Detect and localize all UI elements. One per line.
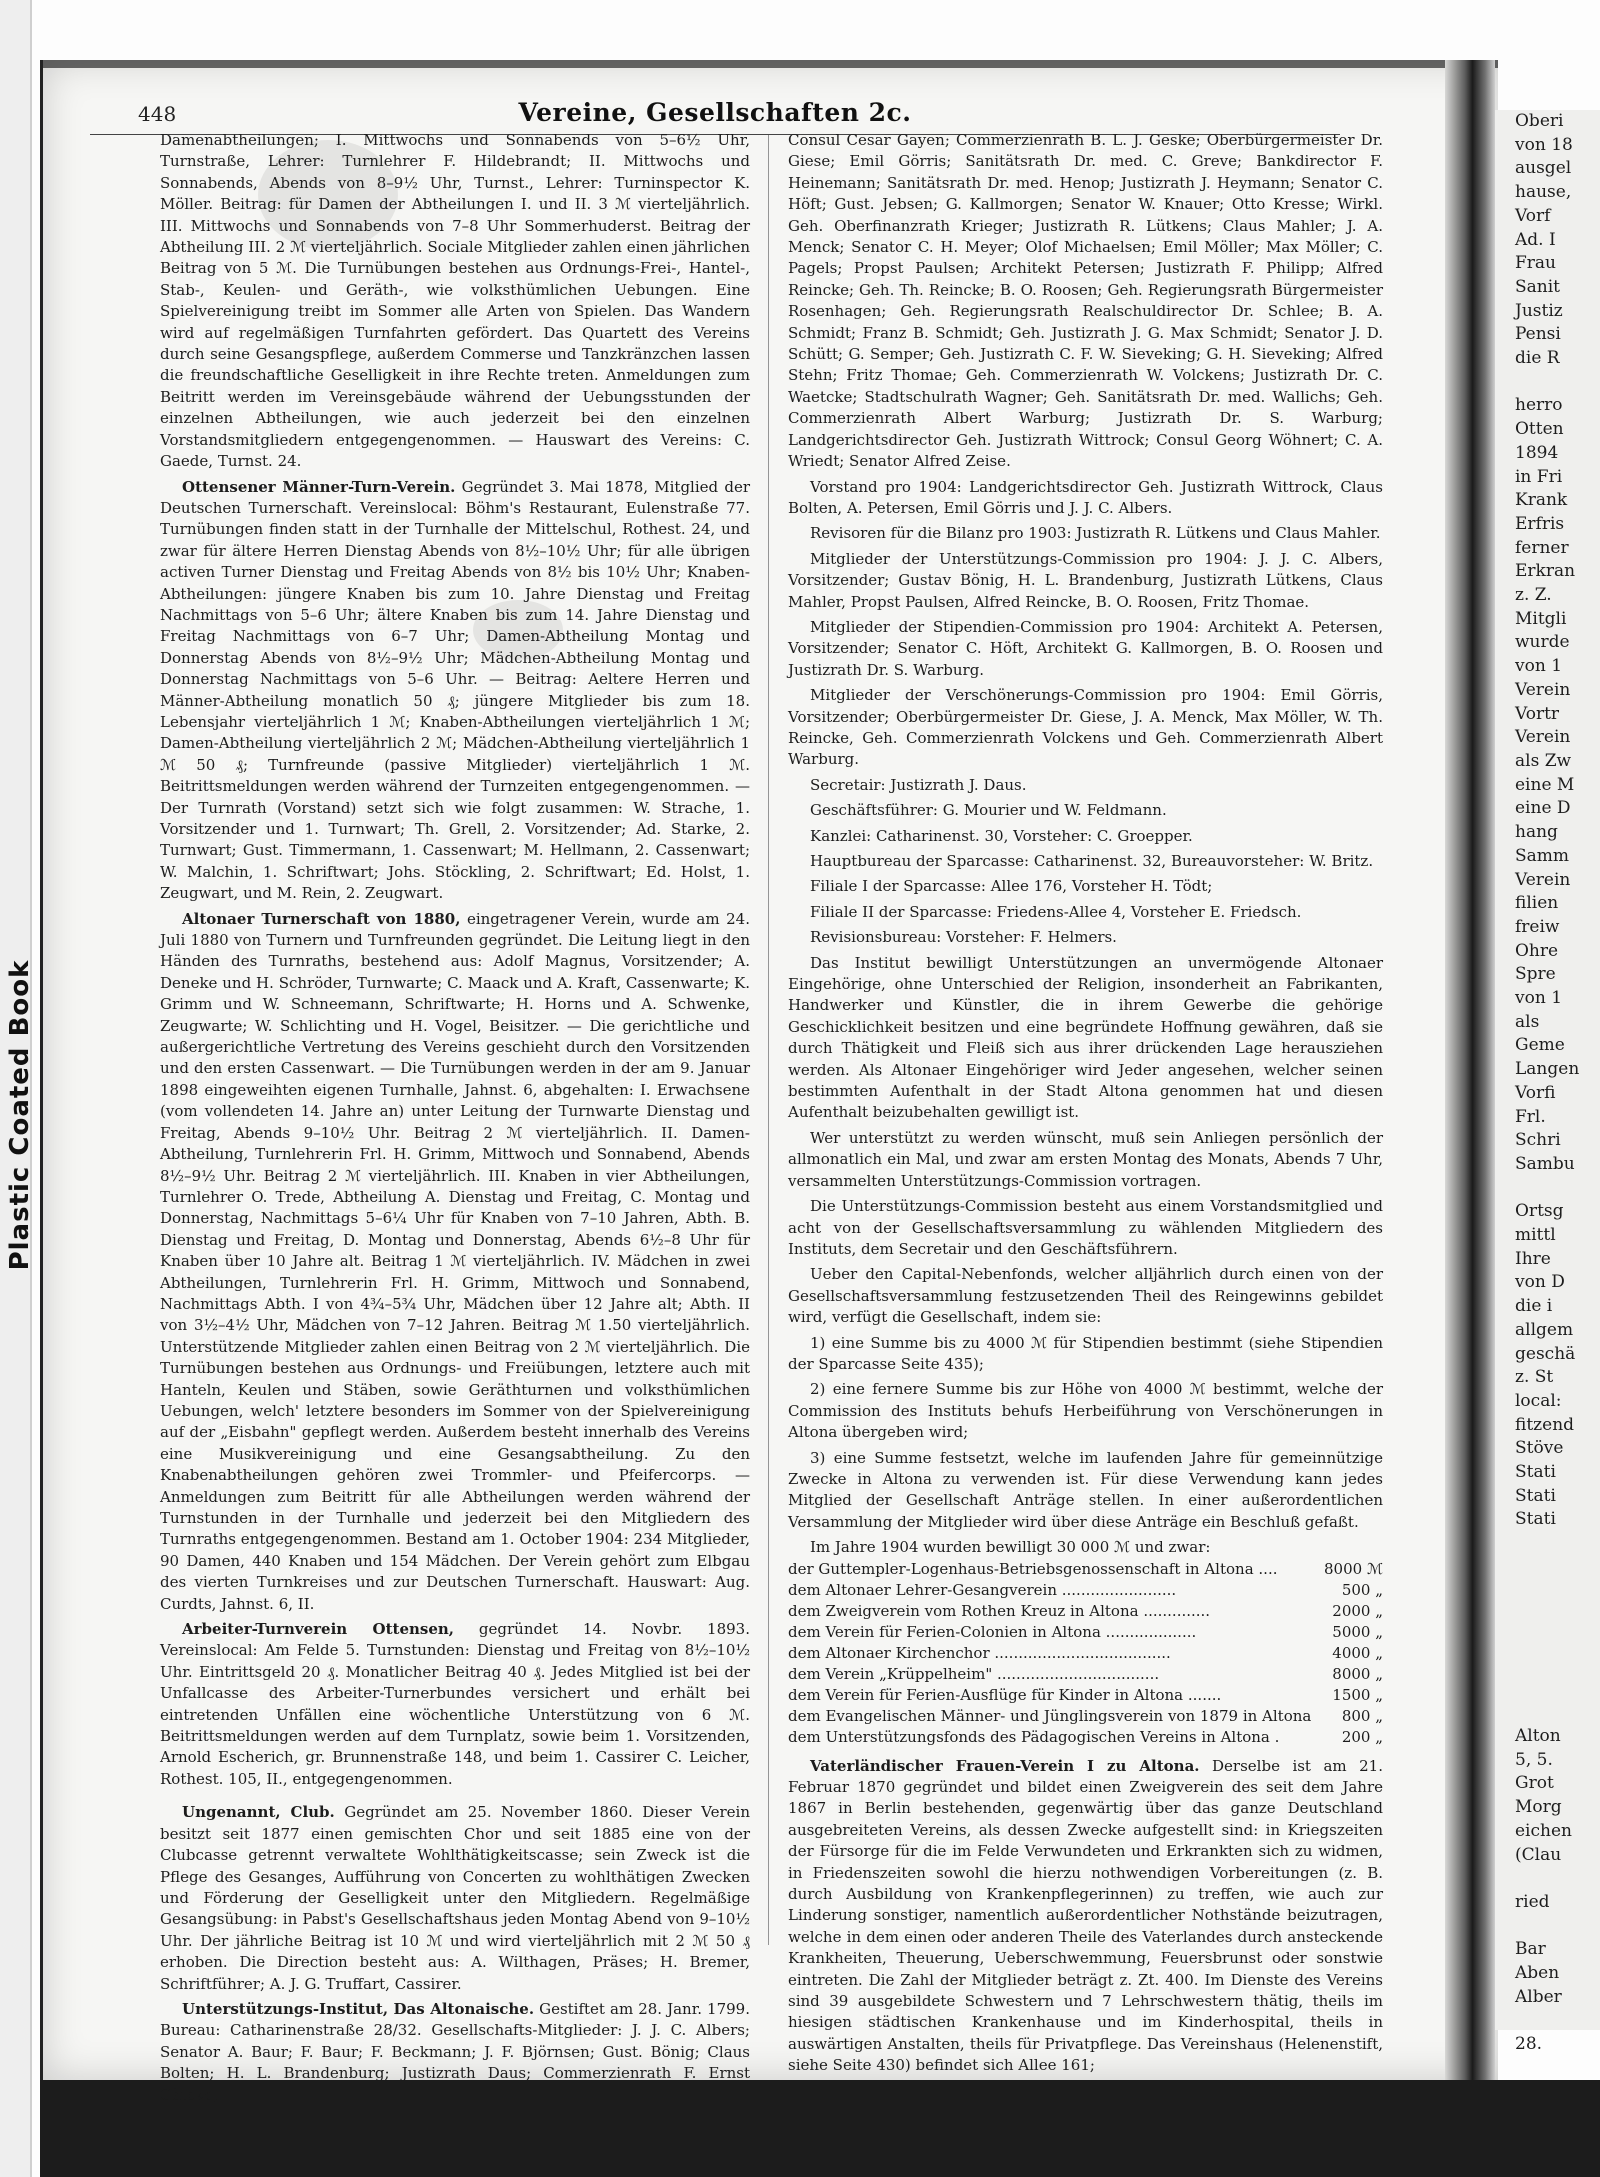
facing-page-fragment: 1894 [1515,442,1559,463]
facing-page-fragment: 28. [1515,2034,1543,2055]
facing-page-fragment: Vortr [1515,703,1560,724]
facing-page-fragment: freiw [1515,916,1560,937]
facing-page-fragment: Verein [1515,679,1571,700]
facing-page-fragment [1495,1867,1572,1891]
allocations-table [788,1559,1383,1748]
facing-page-fragment: local: [1515,1390,1562,1411]
allocation-row [788,1685,1383,1706]
institut-staff-list [788,775,1383,949]
facing-page-fragment: eine D [1515,798,1571,819]
staff-line: Filiale II der Sparcasse: Friedens-Allee 4, Vorsteher E. Friedsch. [810,902,1302,921]
fund-use-item: 3) eine Summe festsetzt, welche im laufenden Jahre für gemeinnützige Zwecke in Altona zu verwenden ist. Für diese Verwendung kann jedes Mitglied der Gesellschaft Anträge stellen. In einer außerordentlichen Versammlung der Mitglieder wird über diese Anträge ein Beschluß gefaßt. [788,1448,1383,1531]
staff-line: Revisionsbureau: Vorsteher: F. Helmers. [810,928,1117,947]
allocation-label: dem Unterstützungsfonds des Pädagogischen Vereins in Altona . [788,1727,1280,1746]
facing-page-fragment: Verein [1515,869,1571,890]
facing-page-fragment: Oberi [1515,111,1564,131]
facing-page-fragment: 5, 5. [1515,1749,1553,1770]
facing-page-fragment: wurde [1515,632,1570,653]
facing-page-fragment: Verein [1515,727,1571,748]
facing-page-fragment: allgem [1515,1319,1574,1340]
entry-text: gegründet 14. Novbr. 1893. Vereinslocal: Am Felde 5. Turnstunden: Dienstag und Freitag von 8½–10½ Uhr. Eintrittsgeld 20 ₰. Monatlicher Beitrag 40 ₰. Jedes Mitglied ist bei der Unfallcasse des Arbeiter-Turnerbundes versichert und erhält bei eintretenden Unfällen eine wöchentliche Unterstützung von 6 ℳ. Beitrittsmeldungen werden auf dem Turnplatz, sowie beim 1. Vorsitzenden, Arnold Escherich, gr. Brunnenstraße 148, und beim 1. Cassirer C. Leicher, Rothest. 105, II., entgegengenommen. [160,1620,750,1788]
institut-purpose: Das Institut bewilligt Unterstützungen an unvermögende Altonaer Eingehörige, ohne Unterschied der Religion, insonderheit an Fabrikanten, Handwerker und Künstler, die in ihrem Gewerbe die gehörige Geschicklichkeit besitzen und eine begründete Hoffnung gewähren, daß sie durch Thätigkeit und Fleiß sich aus ihrer drückenden Lage herausziehen werden. Als Altonaer Eingehöriger wird Jeder angesehen, welcher seinen bestimmten Aufenthalt in der Stadt Altona genommen hat und diesen Aufenthalt beizubehalten gewilligt ist. [788,953,1383,1122]
column-divider [768,135,769,1945]
entry-arbeiter-turnverein [160,1619,750,1790]
entry-text: Gegründet 3. Mai 1878, Mitglied der Deutschen Turnerschaft. Vereinslocal: Böhm's Restaurant, Eulenstraße 77. Turnübungen finden statt in der Turnhalle der Mittelschul, Rothest. 24, und zwar für ältere Herren Dienstag Abends von 8½–10½ Uhr; für alle übrigen activen Turner Dienstag und Freitag Abends von 8½ bis 10½ Uhr; Knaben-Abtheilungen: jüngere Knaben bis zum 10. Jahre Dienstag und Freitag Nachmittags von 5–6 Uhr; ältere Knaben bis zum 14. Jahre Dienstag und Freitag Nachmittags von 6–7 Uhr; Damen-Abtheilung Montag und Donnerstag Abends von 8½–9½ Uhr; Mädchen-Abtheilung Montag und Donnerstag Nachmittags von 5–6 Uhr. — Beitrag: Aeltere Herren und Männer-Abtheilung monatlich 50 ₰; jüngere Mitglieder bis zum 18. Lebensjahr vierteljährlich 1 ℳ; Knaben-Abtheilungen vierteljährlich 1 ℳ; Damen-Abtheilung vierteljährlich 2 ℳ; Mädchen-Abtheilung vierteljährlich 1 ℳ 50 ₰; Turnfreunde (passive Mitglieder) vierteljährlich 1 ℳ. Beitrittsmeldungen werden während der Turnzeiten entgegengenommen. — Der Turnrath (Vorstand) setzt sich wie folgt zusammen: W. Strache, 1. Vorsitzender und 1. Turnwart; Th. Grell, 2. Vorsitzender; Ad. Starke, 2. Turnwart; Gust. Timmermann, 1. Cassenwart; M. Hellmann, 2. Cassenwart; W. Malchin, 1. Schriftwart; Johs. Stöckling, 2. Schriftwart; Ed. Holst, 1. Zeugwart, und M. Rein, 2. Zeugwart. [160,477,750,903]
facing-page-fragment: (Clau [1515,1844,1562,1865]
facing-page-fragment: ausgel [1515,158,1572,179]
allocation-amount: 200 „ [1341,1727,1383,1746]
facing-page-fragment: die i [1515,1296,1553,1317]
facing-page-fragment: eichen [1515,1820,1572,1841]
running-head: Vereine, Gesellschaften 2c. [518,98,912,127]
facing-page-fragment: Stöve [1515,1438,1564,1459]
allocation-amount: 4000 „ [1332,1643,1383,1662]
allocation-label: dem Altonaer Lehrer-Gesangverein ........................ [788,1580,1177,1599]
facing-page-fragments [1495,110,1579,1532]
facing-page-fragment: Vorf [1515,205,1551,226]
page-top-edge [43,60,1498,68]
scanner-edge-strip [0,0,35,2177]
allocation-amount: 2000 „ [1332,1601,1383,1620]
facing-page-fragment [1495,1915,1572,1939]
facing-page-fragment: filien [1515,893,1559,914]
allocation-amount: 8000 ℳ [1324,1559,1383,1578]
facing-page-fragment: geschä [1515,1343,1576,1364]
entry-text: Gestiftet am 28. Janr. 1799. Bureau: Catharinenstraße 28/32. Gesellschafts-Mitglieder: J. J. C. Albers; Senator A. Baur; F. Baur; F. Beckmann; J. F. Björnsen; Gust. Bönig; Claus Bolten; H. L. Brandenburg; Justizrath Daus; Commerzienrath F. Ernst Gätcke; [160,1999,750,2104]
book-gutter [1445,60,1495,2090]
entry-damenabtheilungen [160,130,750,473]
unterstuetzungs-commission: Mitglieder der Unterstützungs-Commission pro 1904: J. J. C. Albers, Vorsitzender; Gustav Bönig, H. L. Brandenburg, Justizrath Lütkens, Claus Mahler, Propst Paulsen, Alfred Reincke, B. O. Roosen, Fritz Thomae. [788,549,1383,611]
facing-page-fragment: herro [1515,395,1563,416]
facing-page-fragment: Bar [1515,1939,1546,1960]
entry-vaterlaendischer-frauen-verein [788,1756,1383,2077]
facing-page-fragment: Stati [1515,1485,1556,1506]
facing-page-fragment: hause, [1515,182,1572,203]
facing-page-fragment: Samm [1515,845,1570,866]
entry-text: Gegründet am 25. November 1860. Dieser Verein besitzt seit 1877 einen gemischten Chor und seit 1885 eine von der Clubcasse getrennt verwaltete Wohlthätigkeitscasse; sein Zweck ist die Pflege des Gesanges, Aufführung von Concerten zu wohlthätigen Zwecken und Förderung der Geselligkeit unter den Mitgliedern. Regelmäßige Gesangsübung: in Pabst's Gesellschaftshaus jeden Montag Abend von 9–10½ Uhr. Der jährliche Beitrag ist 10 ℳ und wird vierteljährlich mit 2 ℳ 50 ₰ erhoben. Die Direction besteht aus: A. Wilthagen, Präses; H. Bremer, Schriftführer; A. J. G. Truffart, Cassirer. [160,1803,750,1993]
allocation-row [788,1706,1383,1727]
fund-use-item: 2) eine fernere Summe bis zur Höhe von 4000 ℳ bestimmt, welche der Commission des Instituts behufs Herbeiführung von Verschönerungen in Altona übergeben wird; [788,1380,1383,1442]
facing-page-fragment: als Zw [1515,750,1572,771]
stipendien-commission: Mitglieder der Stipendien-Commission pro 1904: Architekt A. Petersen, Vorsitzender; Senator C. Höft, Architekt G. Kallmorgen, B. O. Roosen und Justizrath Dr. S. Warburg. [788,617,1383,679]
allocation-label: dem Altonaer Kirchenchor ..................................... [788,1643,1171,1662]
facing-page-fragment: Ihre [1515,1248,1551,1269]
allocation-label: dem Verein für Ferien-Ausflüge für Kinder in Altona ....... [788,1685,1222,1704]
facing-page-fragment: Geme [1515,1035,1565,1056]
facing-page-fragment: Spre [1515,964,1556,985]
allocation-label: dem Zweigverein vom Rothen Kreuz in Altona .............. [788,1601,1211,1620]
facing-page-fragment: Alber [1515,1986,1562,2007]
entry-text: Derselbe ist am 21. Februar 1870 gegründet und bildet einen Zweigverein des seit dem Jahre 1867 in Berlin bestehenden, gegenwärtig über das ganze Deutschland ausgebreiteten Vereins, als dessen Zwecke aufgestellt sind: in Kriegszeiten der Fürsorge für die im Felde Verwundeten und Erkrankten sich zu widmen, in Friedenszeiten sowohl die hierzu nothwendigen Vorbereitungen (z. B. durch Ausbildung von Krankenpflegerinnen) zu treffen, wie auch zur Linderung sonstiger, namentlich außerordentlicher Nothstände beizutragen, welche in dem einen oder anderen Theile des Vaterlandes durch ansteckende Krankheiten, Theuerung, Ueberschwemmung, Feuersbrunst oder sonstwie eintreten. Die Zahl der Mitglieder beträgt z. Zt. 400. Im Dienste des Vereins sind 39 ausgebildete Schwestern und 7 Lehrschwestern thätig, theils im hiesigen städtischen Krankenhause und im Kinderhospital, theils in auswärtigen Anstalten, theils für Privatpflege. Das Vereinshaus (Helenenstift, siehe Seite 430) befindet sich Allee 161; [788,1756,1383,2075]
facing-page-fragment: von 1 [1515,656,1563,677]
allocation-label: der Guttempler-Logenhaus-Betriebsgenossenschaft in Altona .... [788,1559,1278,1578]
facing-page-fragment: z. St [1515,1367,1554,1388]
entry-title: Arbeiter-Turnverein Ottensen, [182,1620,455,1639]
allocation-row [788,1664,1383,1685]
allocation-amount: 1500 „ [1332,1685,1383,1704]
facing-page-fragment: Sanit [1515,276,1560,297]
facing-page-fragment: von D [1515,1272,1565,1293]
facing-page-fragment: ferner [1515,537,1569,558]
allocation-label: dem Verein für Ferien-Colonien in Altona ................... [788,1622,1197,1641]
facing-page-fragment: Frau [1515,253,1557,274]
facing-page-fragment: fitzend [1515,1414,1575,1435]
facing-page-fragment: z. Z. [1515,585,1552,606]
facing-page-fragment [1495,371,1579,395]
facing-page-fragment: Pensi [1515,324,1561,345]
facing-page-fragment: als [1515,1011,1540,1032]
facing-page-fragment: Stati [1515,1509,1556,1530]
facing-page-fragment: Ad. I [1515,229,1556,250]
staff-line: Secretair: Justizrath J. Daus. [810,775,1027,794]
facing-page-fragment: die R [1515,348,1560,369]
facing-page-fragment: von 1 [1515,988,1563,1009]
facing-page-fragment: von 18 [1515,134,1573,155]
allocation-row [788,1622,1383,1643]
entry-altonaer-turnerschaft [160,909,750,1615]
page-number: 448 [138,102,177,126]
facing-page-fragment: Sambu [1515,1153,1575,1174]
facing-page-fragment: Alton [1515,1726,1561,1746]
facing-page-fragment: Mitgli [1515,608,1567,629]
facing-page-fragment: Erkran [1515,561,1576,582]
facing-page-fragment: Ohre [1515,940,1559,961]
facing-page-edge [1495,110,1600,2055]
entry-text: eingetragener Verein, wurde am 24. Juli 1880 von Turnern und Turnfreunden gegründet. Die Leitung liegt in den Händen des Turnraths, bestehend aus: Adolf Magnus, Vorsitzender; A. Deneke und H. Schröder, Turnwarte; C. Maack und A. Kraft, Cassenwarte; K. Grimm und W. Schneemann, Schriftwarte; H. Horns und A. Schwenke, Zeugwarte; W. Schlichting und H. Vogel, Beisitzer. — Die gerichtliche und außergerichtliche Vertretung des Vereins geschieht durch den Vorsitzenden und den ersten Cassenwart. — Die Turnübungen werden in der am 9. Januar 1898 eingeweihten eigenen Turnhalle, Jahnst. 6, abgehalten: I. Erwachsene (vom vollendeten 14. Jahre an) unter Leitung der Turnwarte Dienstag und Freitag, Abends 9–10½ Uhr. Beitrag 2 ℳ vierteljährlich. II. Damen-Abtheilung, Turnlehrerin Frl. H. Grimm, Mittwoch und Sonnabend, Abends 8½–9½ Uhr. Beitrag 2 ℳ vierteljährlich. III. Knaben in vier Abtheilungen, Turnlehrer O. Trede, Abtheilung A. Dienstag und Freitag, C. Montag und Donnerstag, Nachmittags 5–6¼ Uhr für Knaben von 7–10 Jahren, Abth. B. Dienstag und Freitag, D. Montag und Donnerstag, Abends 6½–8 Uhr für Knaben über 10 Jahre alt. Beitrag 1 ℳ vierteljährlich. IV. Mädchen in zwei Abtheilungen, Turnlehrerin Frl. H. Grimm, Mittwoch und Sonnabend, Nachmittags Abth. I von 4¾–5¾ Uhr, Mädchen über 12 Jahre alt; Abth. II von 3½–4½ Uhr, Mädchen von 7–12 Jahren. Beitrag ℳ 1.50 vierteljährlich. Unterstützende Mitglieder zahlen einen Beitrag von 2 ℳ vierteljährlich. Die Turnübungen bestehen aus Ordnungs- und Freiübungen, letztere auch mit Hanteln, Keulen und Stäben, sowie Geräthturnen und volksthümlichen Uebungen, welch' letztere besonders im Sommer von der Spielvereinigung auf der „Eisbahn" gepflegt werden. Außerdem besteht innerhalb des Vereins eine Musikvereinigung und eine Gesangsabtheilung. Zu den Knabenabtheilungen gehören zwei Trommler- und Pfeifercorps. — Anmeldungen zum Beitritt für alle Abtheilungen werden während der Turnstunden in der Turnhalle und jederzeit bei den Mitgliedern des Turnraths entgegengenommen. Bestand am 1. October 1904: 234 Mitglieder, 90 Damen, 440 Knaben und 154 Mädchen. Der Verein gehört zum Elbgau des vierten Turnkreises und zur Deutschen Turnerschaft. Hauswart: Aug. Curdts, Jahnst. 6, II. [160,909,750,1613]
facing-page-fragment: Vorfi [1515,1082,1556,1103]
allocation-amount: 5000 „ [1332,1622,1383,1641]
facing-page-fragment: Justiz [1515,300,1563,321]
facing-page-bottom-fragments [1495,1725,1572,2057]
institut-commission: Die Unterstützungs-Commission besteht aus einem Vorstandsmitglied und acht von der Gesellschaftsversammlung zu wählenden Mitgliedern des Instituts, dem Secretair und den Geschäftsführern. [788,1197,1383,1258]
institut-vorstand: Vorstand pro 1904: Landgerichtsdirector Geh. Justizrath Wittrock, Claus Bolten, A. Petersen, Emil Görris und J. J. C. Albers. [788,477,1383,517]
verschoenerungs-commission: Mitglieder der Verschönerungs-Commission pro 1904: Emil Görris, Vorsitzender; Oberbürgermeister Dr. Giese, J. A. Menck, Max Möller, W. Th. Reincke, Geh. Commerzienrath Volckens und Geh. Commerzienrath Albert Warburg. [788,686,1383,769]
entry-text: Damenabtheilungen; I. Mittwochs und Sonnabends von 5–6½ Uhr, Turnstraße, Lehrer: Turnlehrer F. Hildebrandt; II. Mittwochs und Sonnabends, Abends von 8–9½ Uhr, Turnst., Lehrer: Turninspector K. Möller. Beitrag: für Damen der Abtheilungen I. und II. 3 ℳ vierteljährlich. III. Mittwochs und Sonnabends von 7–8 Uhr Sommerhuderst. Beitrag der Abtheilung III. 2 ℳ vierteljährlich. Sociale Mitglieder zahlen einen jährlichen Beitrag von 5 ℳ. Die Turnübungen bestehen aus Ordnungs-Frei-, Hantel-, Stab-, Keulen- und Geräth-, wie volksthümlichen Uebungen. Eine Spielvereinigung treibt im Sommer alle Arten von Spielen. Das Wandern wird auf regelmäßigen Turnfahrten gefördert. Das Quartett des Vereins durch seine Gesangspflege, außerdem Commerse und Tanzkränzchen lassen die freundschaftliche Geselligkeit in ihre Rechte treten. Anmeldungen zum Beitritt werden im Vereinsgebäude während der Uebungsstunden der einzelnen Abtheilungen, wie auch jederzeit bei den einzelnen Vorstandsmitgliedern entgegengenommen. — Hauswart des Vereins: C. Gaede, Turnst. 24. [160,131,750,471]
facing-page-fragment: Erfris [1515,513,1565,534]
entry-title: Ungenannt, Club. [182,1803,335,1822]
allocation-row [788,1559,1383,1580]
staff-line: Kanzlei: Catharinenst. 30, Vorsteher: C. Groepper. [810,826,1193,845]
facing-page-fragment: eine M [1515,774,1575,795]
facing-page-fragment: Otten [1515,419,1564,440]
staff-line: Geschäftsführer: G. Mourier und W. Feldmann. [810,801,1167,820]
facing-page-fragment: hang [1515,822,1558,843]
entry-unterstuetzungs-institut [160,1999,750,2106]
allocations-intro: Im Jahre 1904 wurden bewilligt 30 000 ℳ und zwar: [810,1538,1211,1557]
staff-line: Filiale I der Sparcasse: Allee 176, Vorsteher H. Tödt; [810,877,1213,896]
left-column [160,130,750,2110]
institut-application: Wer unterstützt zu werden wünscht, muß sein Anliegen persönlich der allmonatlich ein Mal, und zwar am ersten Montag des Monats, Abends 7 Uhr, versammelten Unterstützungs-Commission vortragen. [788,1128,1383,1190]
facing-page-fragment: Aben [1515,1963,1560,1984]
allocation-amount: 500 „ [1341,1580,1383,1599]
facing-page-fragment: in Fri [1515,466,1563,487]
entry-title: Vaterländischer Frauen-Verein I zu Altona. [810,1756,1200,1775]
facing-page-fragment: Grot [1515,1773,1554,1794]
facing-page-fragment: Morg [1515,1797,1562,1818]
allocation-label: dem Verein „Krüppelheim" .................................. [788,1664,1160,1683]
facing-page-fragment: Stati [1515,1462,1556,1483]
allocation-row [788,1727,1383,1748]
allocation-amount: 800 „ [1341,1706,1383,1725]
allocation-amount: 8000 „ [1332,1664,1383,1683]
allocation-row [788,1601,1383,1622]
facing-page-fragment: Ortsg [1515,1201,1564,1222]
facing-page-fragment [1495,2009,1572,2033]
facing-page-fragment: Schri [1515,1130,1561,1151]
entry-title: Unterstützungs-Institut, Das Altonaische. [182,1999,535,2018]
institut-members-continued: Consul Cesar Gayen; Commerzienrath B. L. J. Geske; Oberbürgermeister Dr. Giese; Emil Görris; Sanitätsrath Dr. med. C. Greve; Bankdirector F. Heinemann; Sanitätsrath Dr. med. Henop; Justizrath J. Heymann; Senator C. Höft; Gust. Jebsen; G. Kallmorgen; Senator W. Knauer; Otto Kresse; Wirkl. Geh. Oberfinanzrath Krieger; Justizrath R. Lütkens; Claus Mahler; J. A. Menck; Senator C. H. Meyer; Olof Michaelsen; Emil Möller; Max Möller; C. Pagels; Propst Paulsen; Architekt Petersen; Justizrath F. Philipp; Alfred Reincke; Geh. Th. Reincke; B. O. Roosen; Geh. Regierungsrath Bürgermeister Rosenhagen; Geh. Regierungsrath Realschuldirector Dr. Schlee; B. A. Schmidt; Franz B. Schmidt; Geh. Justizrath J. G. Max Schmidt; Senator J. D. Schütt; G. Semper; Geh. Justizrath C. F. W. Sieveking; G. H. Sieveking; Alfred Stehn; Fritz Thomae; Geh. Commerzienrath W. Volckens; Justizrath Dr. C. Waetcke; Stadtschulrath Wagner; Geh. Sanitätsrath Dr. med. Wallichs; Geh. Commerzienrath Albert Warburg; Justizrath Dr. S. Warburg; Landgerichtsdirector Geh. Justizrath Wittrock; Consul Georg Wöhnert; C. A. Wriedt; Senator Alfred Zeise. [788,131,1383,471]
entry-ungenannt-club [160,1802,750,1995]
entry-title: Ottensener Männer-Turn-Verein. [182,477,456,496]
entry-title: Altonaer Turnerschaft von 1880, [182,909,461,928]
right-column [788,130,1383,2081]
fund-use-item: 1) eine Summe bis zu 4000 ℳ für Stipendien bestimmt (siehe Stipendien der Sparcasse Seite 435); [788,1333,1383,1373]
institut-revisoren: Revisoren für die Bilanz pro 1903: Justizrath R. Lütkens und Claus Mahler. [810,524,1381,543]
facing-page-fragment: mittl [1515,1225,1556,1246]
allocation-row [788,1643,1383,1664]
side-label: Plastic Coated Book [5,959,35,1271]
entry-ottensener-maenner-turn-verein [160,477,750,905]
facing-page-fragment [1495,1177,1579,1201]
allocation-row [788,1580,1383,1601]
facing-page-fragment: Krank [1515,490,1568,511]
allocation-label: dem Evangelischen Männer- und Jünglingsverein von 1879 in Altona [788,1706,1312,1725]
facing-page-fragment: Langen [1515,1059,1580,1080]
facing-page-fragment: Frl. [1515,1106,1546,1127]
institut-capital-fund: Ueber den Capital-Nebenfonds, welcher alljährlich durch einen von der Gesellschaftsversammlung festzusetzenden Theil des Reingewinns gebildet wird, verfügt die Gesellschaft, indem sie: [788,1265,1383,1327]
facing-page-fragment: ried [1515,1891,1550,1912]
staff-line: Hauptbureau der Sparcasse: Catharinenst. 32, Bureauvorsteher: W. Britz. [810,852,1374,870]
